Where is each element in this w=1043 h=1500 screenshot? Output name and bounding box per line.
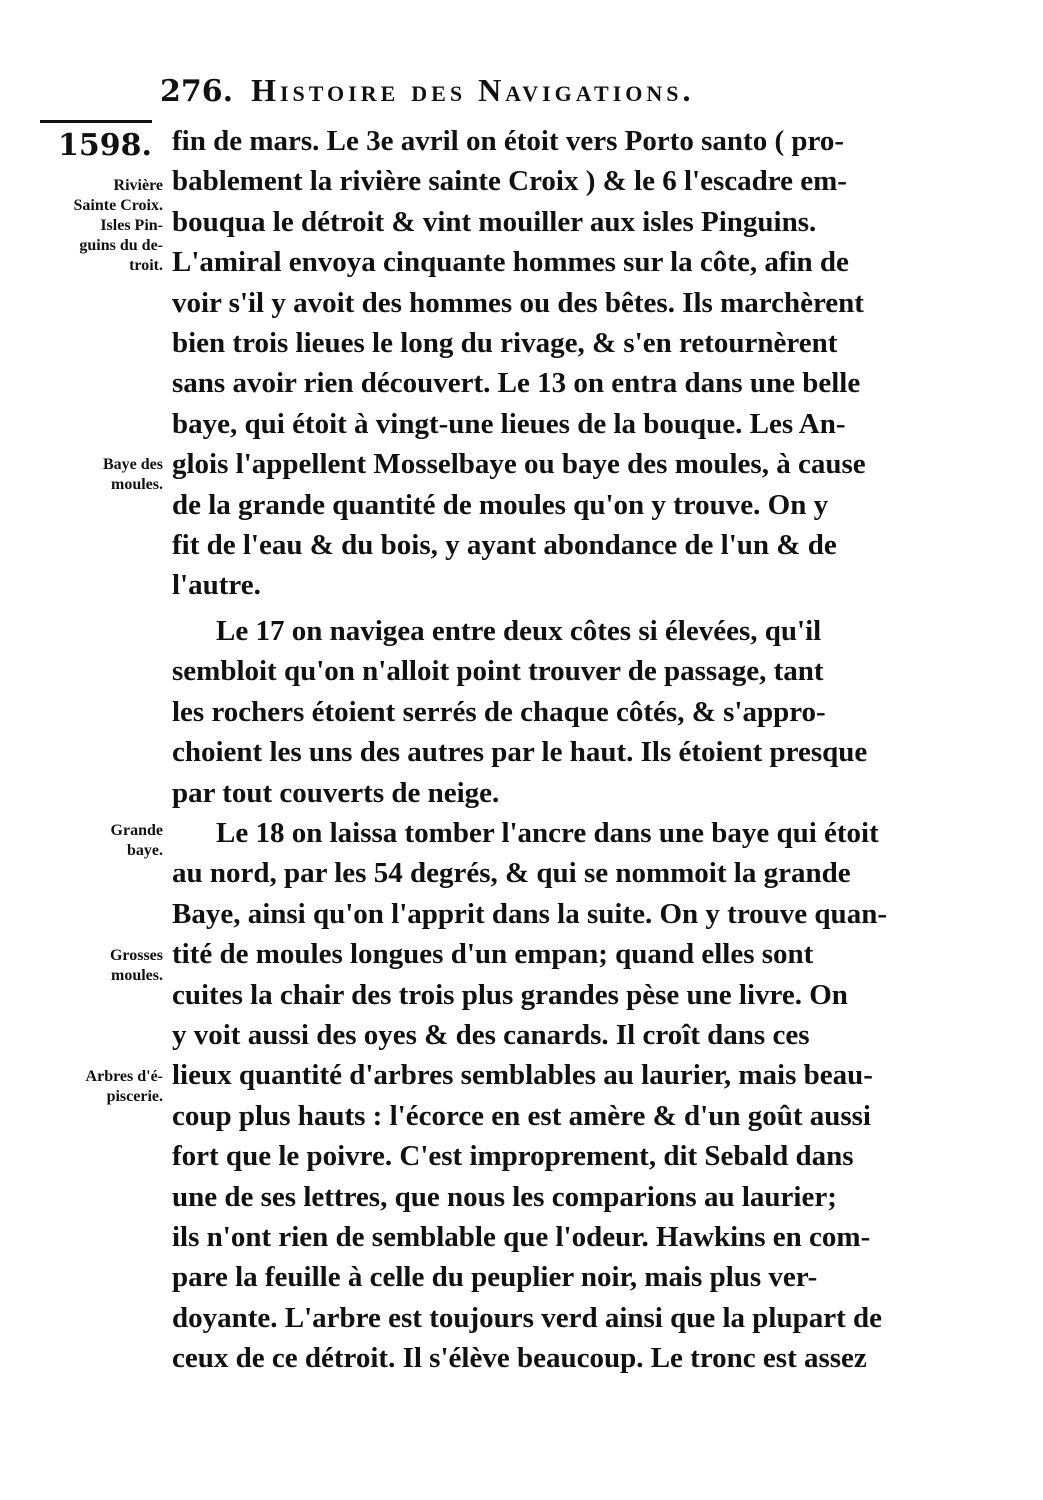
year-marker: 1598. xyxy=(58,128,152,163)
margin-note-baye-des-moules: Baye des moules. xyxy=(103,456,163,493)
page-header xyxy=(160,72,880,120)
margin-note-grande-baye: Grande baye. xyxy=(110,822,163,859)
margin-note-arbres: Arbres d'é- piscerie. xyxy=(85,1068,163,1105)
paragraph-2: Le 17 on navigea entre deux côtes si élevées, qu'il sembloit qu'on n'alloit point trouver de passage, tant les rochers étoient serrés de chaque côtés, & s'appro- choient les uns des autres par le haut. Ils étoient presque par tout couverts de neige. xyxy=(172,615,868,809)
paragraph-1: fin de mars. Le 3e avril on étoit vers Porto santo ( pro- bablement la rivière sainte Croix ) & le 6 l'escadre em- bouqua le détroit & vint mouiller aux isles Pinguins. L'amiral envoya cinquante hommes sur la côte, afin de voir s'il y avoit des hommes ou des bêtes. Ils marchèrent bien trois lieues le long du rivage, & s'en retournèrent sans avoir rien découvert. Le 13 on entra dans une belle baye, qui étoit à vingt-une lieues de la bouque. Les An- glois l'appellent Mosselbaye ou baye des moules, à cause de la grande quantité de moules qu'on y trouve. On y fit de l'eau & du bois, y ayant abondance de l'un & de l'autre. xyxy=(172,125,866,602)
page-number: 276. xyxy=(160,74,234,109)
year-rule xyxy=(40,120,152,123)
margin-note-grosses-moules: Grosses moules. xyxy=(109,947,163,984)
running-title: Histoire des Navigations. xyxy=(251,72,695,108)
paragraph-3: Le 18 on laissa tomber l'ancre dans une baye qui étoit au nord, par les 54 degrés, & qui se nommoit la grande Baye, ainsi qu'on l'apprit dans la suite. On y trouve quan- tité de moules longues d'un empan; quand elles sont cuites la chair des trois plus grandes pèse une livre. On y voit aussi des oyes & des canards. Il croît dans ces lieux quantité d'arbres semblables au laurier, mais beau- coup plus hauts : l'écorce en est amère & d'un goût aussi fort que le poivre. C'est improprement, dit Sebald dans une de ses lettres, que nous les comparions au laurier; ils n'ont rien de semblable que l'odeur. Hawkins en com- pare la feuille à celle du peuplier noir, mais plus ver- doyante. L'arbre est toujours verd ainsi que la plupart de ceux de ce détroit. Il s'élève beaucoup. Le tronc est assez xyxy=(172,817,887,1375)
margin-note-riviere: Rivière Sainte Croix. Isles Pin- guins du de- troit. xyxy=(73,177,163,274)
